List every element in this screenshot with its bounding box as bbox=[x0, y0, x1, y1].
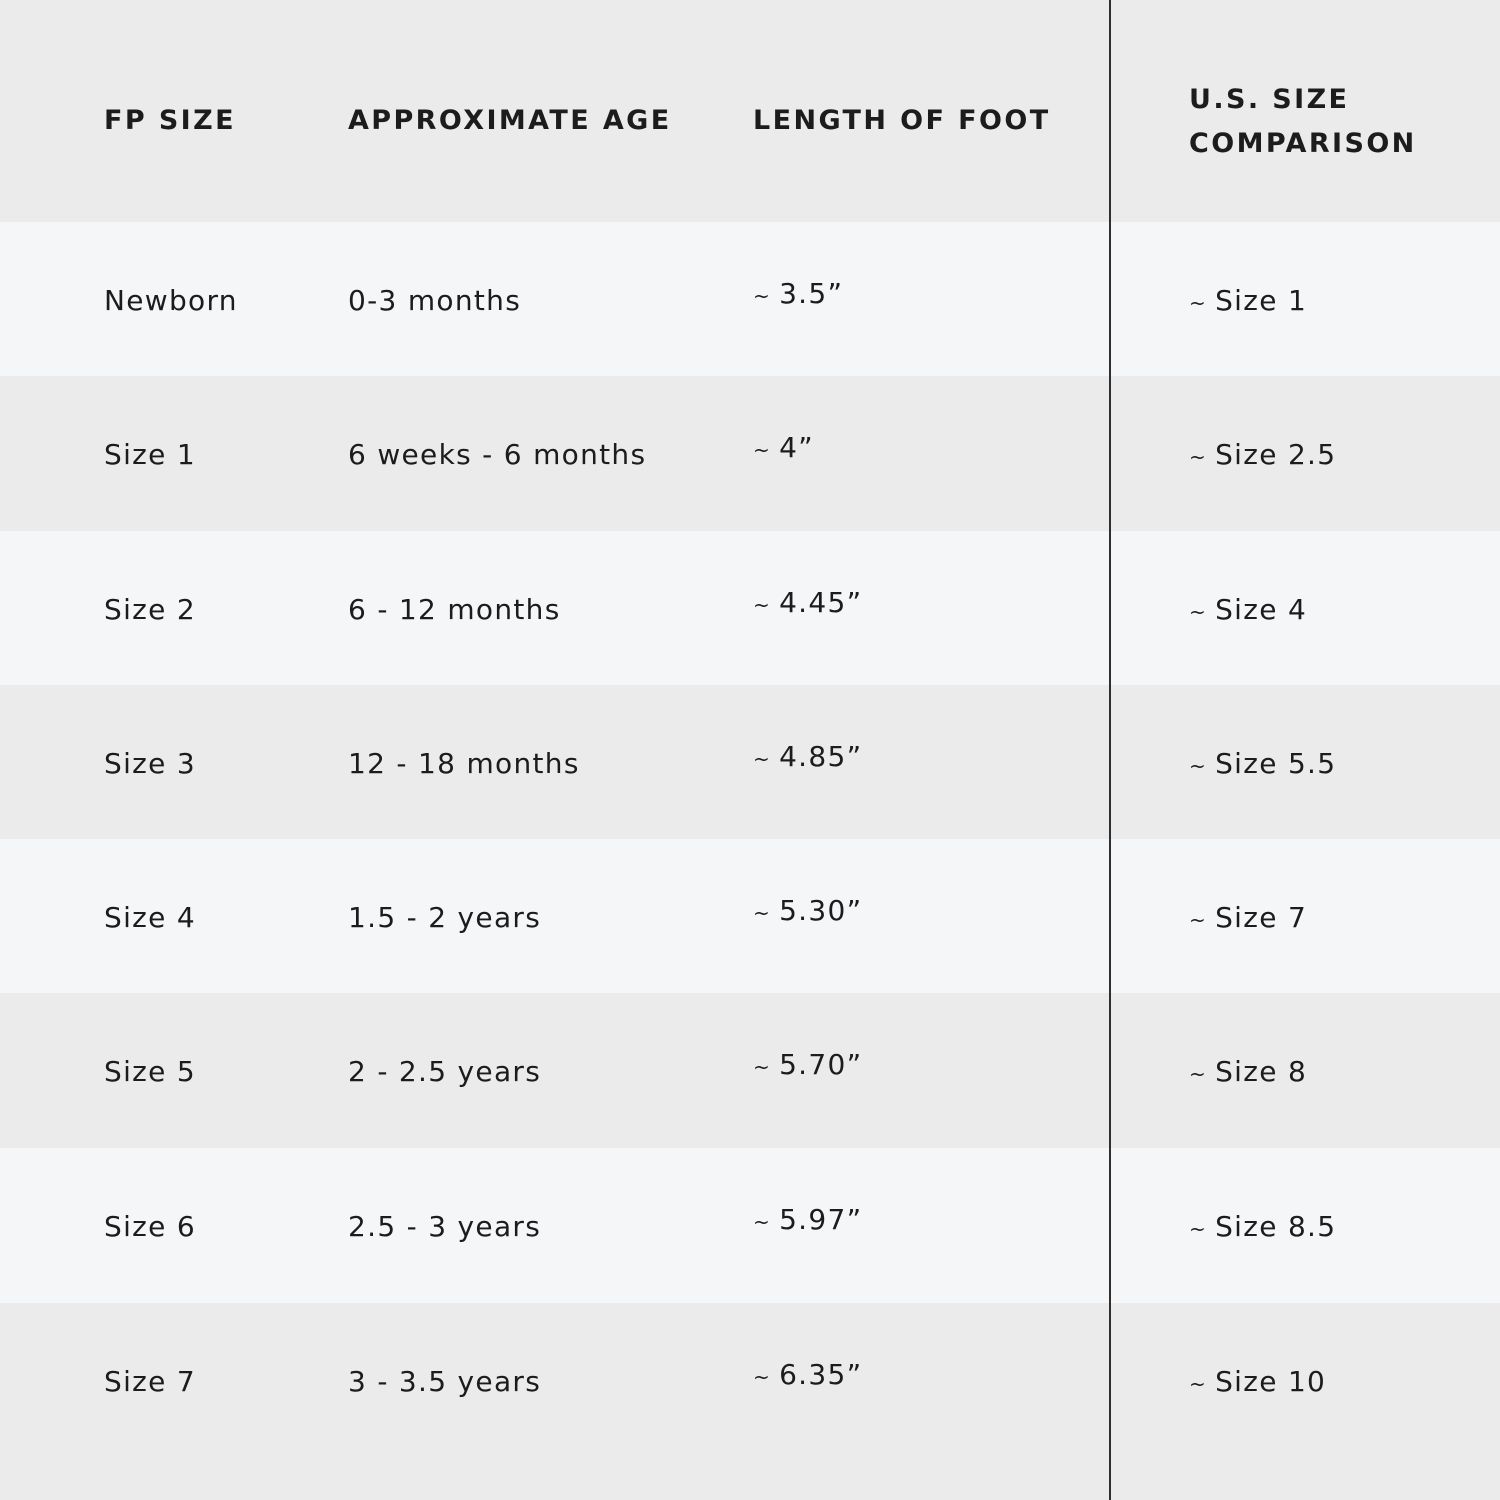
foot-length-value: 5.70” bbox=[779, 1048, 863, 1081]
cell-us-size bbox=[1189, 747, 1336, 780]
table-row bbox=[0, 376, 1500, 531]
approx-symbol: ~ bbox=[753, 593, 772, 617]
cell-us-size bbox=[1189, 438, 1336, 471]
us-size-value: Size 8 bbox=[1215, 1055, 1308, 1088]
foot-length-value: 5.97” bbox=[779, 1203, 863, 1236]
table-row bbox=[0, 685, 1500, 839]
cell-approximate-age: 2 - 2.5 years bbox=[348, 1055, 542, 1088]
header-us-size-comparison bbox=[1189, 78, 1417, 166]
us-size-value: Size 10 bbox=[1215, 1365, 1327, 1398]
cell-approximate-age: 3 - 3.5 years bbox=[348, 1365, 542, 1398]
cell-foot-length bbox=[753, 431, 814, 464]
cell-approximate-age: 2.5 - 3 years bbox=[348, 1210, 542, 1243]
approx-symbol: ~ bbox=[753, 747, 772, 771]
cell-fp-size: Size 4 bbox=[104, 901, 196, 934]
approx-symbol: ~ bbox=[753, 284, 772, 308]
cell-foot-length bbox=[753, 1203, 862, 1236]
cell-approximate-age: 6 weeks - 6 months bbox=[348, 438, 647, 471]
approx-symbol: ~ bbox=[1189, 1372, 1208, 1396]
cell-fp-size: Newborn bbox=[104, 284, 238, 317]
cell-us-size bbox=[1189, 284, 1307, 317]
table-row bbox=[0, 222, 1500, 376]
cell-foot-length bbox=[753, 1048, 862, 1081]
approx-symbol: ~ bbox=[1189, 908, 1208, 932]
table-row bbox=[0, 993, 1500, 1148]
header-approximate-age: APPROXIMATE AGE bbox=[348, 105, 672, 136]
cell-us-size bbox=[1189, 593, 1307, 626]
us-size-value: Size 8.5 bbox=[1215, 1210, 1337, 1243]
cell-approximate-age: 6 - 12 months bbox=[348, 593, 561, 626]
cell-fp-size: Size 5 bbox=[104, 1055, 196, 1088]
cell-fp-size: Size 6 bbox=[104, 1210, 196, 1243]
approx-symbol: ~ bbox=[1189, 600, 1208, 624]
cell-foot-length bbox=[753, 277, 843, 310]
cell-fp-size: Size 7 bbox=[104, 1365, 196, 1398]
cell-foot-length bbox=[753, 894, 862, 927]
cell-foot-length bbox=[753, 1358, 862, 1391]
foot-length-value: 4” bbox=[779, 431, 814, 464]
us-size-value: Size 2.5 bbox=[1215, 438, 1337, 471]
approx-symbol: ~ bbox=[753, 438, 772, 462]
foot-length-value: 3.5” bbox=[779, 277, 844, 310]
approx-symbol: ~ bbox=[1189, 1062, 1208, 1086]
foot-length-value: 4.85” bbox=[779, 740, 863, 773]
cell-foot-length bbox=[753, 740, 862, 773]
approx-symbol: ~ bbox=[1189, 754, 1208, 778]
header-fp-size: FP SIZE bbox=[104, 105, 236, 136]
approx-symbol: ~ bbox=[753, 901, 772, 925]
foot-length-value: 4.45” bbox=[779, 586, 863, 619]
table-header-row bbox=[0, 0, 1500, 222]
cell-us-size bbox=[1189, 1055, 1307, 1088]
table-row bbox=[0, 531, 1500, 685]
cell-approximate-age: 1.5 - 2 years bbox=[348, 901, 542, 934]
foot-length-value: 5.30” bbox=[779, 894, 863, 927]
table-row bbox=[0, 1303, 1500, 1500]
header-us-size-line1: U.S. SIZE bbox=[1189, 84, 1350, 115]
cell-approximate-age: 0-3 months bbox=[348, 284, 522, 317]
cell-fp-size: Size 3 bbox=[104, 747, 196, 780]
cell-us-size bbox=[1189, 901, 1307, 934]
column-divider bbox=[1109, 0, 1111, 1500]
table-row bbox=[0, 1148, 1500, 1303]
header-us-size-line2: COMPARISON bbox=[1189, 128, 1417, 159]
approx-symbol: ~ bbox=[753, 1365, 772, 1389]
cell-us-size bbox=[1189, 1365, 1326, 1398]
us-size-value: Size 7 bbox=[1215, 901, 1308, 934]
foot-length-value: 6.35” bbox=[779, 1358, 863, 1391]
approx-symbol: ~ bbox=[1189, 1217, 1208, 1241]
us-size-value: Size 5.5 bbox=[1215, 747, 1337, 780]
cell-fp-size: Size 2 bbox=[104, 593, 196, 626]
table-row bbox=[0, 839, 1500, 993]
header-length-of-foot: LENGTH OF FOOT bbox=[753, 105, 1051, 136]
approx-symbol: ~ bbox=[753, 1055, 772, 1079]
cell-approximate-age: 12 - 18 months bbox=[348, 747, 580, 780]
us-size-value: Size 1 bbox=[1215, 284, 1308, 317]
approx-symbol: ~ bbox=[1189, 291, 1208, 315]
us-size-value: Size 4 bbox=[1215, 593, 1308, 626]
cell-fp-size: Size 1 bbox=[104, 438, 196, 471]
approx-symbol: ~ bbox=[753, 1210, 772, 1234]
cell-us-size bbox=[1189, 1210, 1336, 1243]
approx-symbol: ~ bbox=[1189, 445, 1208, 469]
cell-foot-length bbox=[753, 586, 862, 619]
